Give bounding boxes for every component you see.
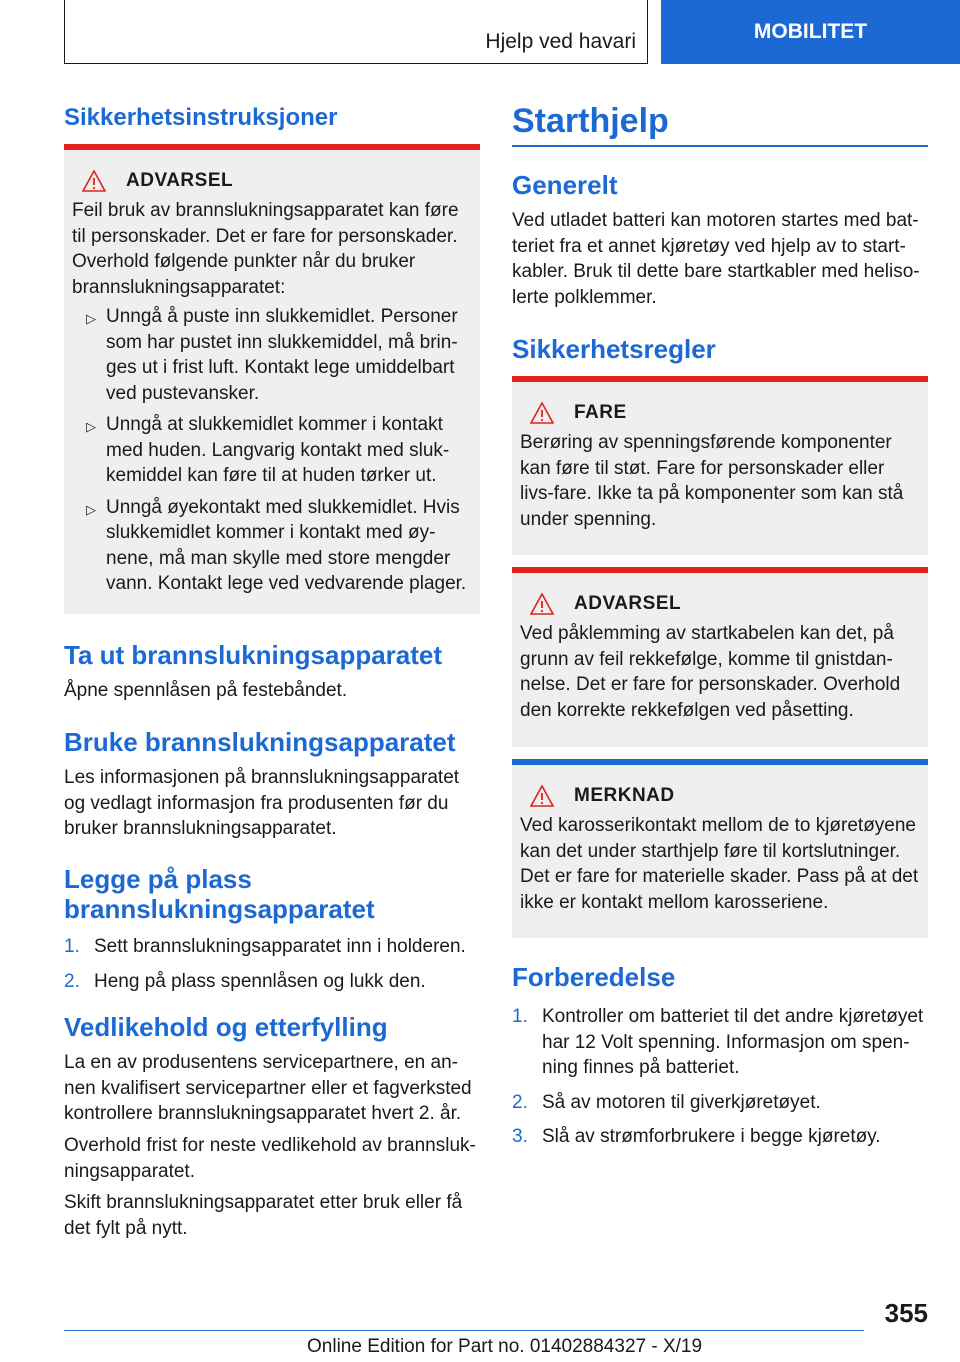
warning-bullet-list bbox=[72, 304, 472, 597]
warning-box-cables bbox=[512, 567, 928, 747]
warning-triangle-icon bbox=[82, 170, 106, 192]
step-item bbox=[512, 1090, 928, 1116]
danger-header bbox=[520, 402, 920, 424]
heading-line: Legge på plass bbox=[64, 864, 252, 894]
section-heading-take-out: Ta ut brannslukningsapparatet bbox=[64, 640, 443, 670]
warning-bar bbox=[512, 567, 928, 573]
title-underline bbox=[512, 145, 928, 147]
section-text-use: Les informasjonen på brannslukningsapparatet og vedlagt informasjon fra produsenten før du bruker brannslukningsapparatet. bbox=[64, 767, 460, 839]
warning-bar bbox=[64, 144, 480, 150]
warning-bullet-item bbox=[72, 412, 472, 489]
section-heading-replace bbox=[64, 864, 375, 924]
step-item bbox=[512, 1004, 928, 1081]
warning-triangle-icon bbox=[530, 785, 554, 807]
triangle-bullet-icon: ▷ bbox=[86, 501, 96, 517]
step-text: Heng på plass spennlåsen og lukk den. bbox=[94, 970, 426, 992]
maintenance-paragraph: Skift brannslukningsapparatet etter bruk eller få det fylt på nytt. bbox=[64, 1192, 463, 1239]
section-heading-maintenance: Vedlikehold og etterfylling bbox=[64, 1012, 388, 1042]
general-text: Ved utladet batteri kan motoren startes med bat-teriet fra et annet kjøretøy ved hjelp av to start-kabler. Bruk til dette bare startkabler med heliso-lerte polklemmer. bbox=[512, 210, 920, 308]
header-tab-mobilitet[interactable] bbox=[661, 0, 960, 64]
preparation-steps-list bbox=[512, 1004, 928, 1159]
replace-steps-list bbox=[64, 934, 480, 1003]
danger-box bbox=[512, 376, 928, 555]
warning-header bbox=[520, 593, 920, 615]
note-text: Ved karosserikontakt mellom de to kjøretøyene kan det under starthjelp føre til kortslutninger. Det er fare for materielle skader. Pass på at det ikke er kontakt mellom karosseriene. bbox=[520, 815, 919, 913]
step-number: 1. bbox=[64, 936, 80, 957]
step-item bbox=[64, 934, 480, 960]
step-item bbox=[64, 969, 480, 995]
danger-bar bbox=[512, 376, 928, 382]
warning-label: ADVARSEL bbox=[126, 170, 234, 191]
footer-edition-text: Online Edition for Part no. 01402884327 - X/19 bbox=[307, 1336, 703, 1357]
maintenance-paragraph: La en av produsentens servicepartnere, en an-nen kvalifisert servicepartner eller et fagverksted kontrollere brannslukningsapparatet hvert 2. år. bbox=[64, 1052, 472, 1124]
header-section-title: Hjelp ved havari bbox=[485, 30, 636, 53]
safety-instructions-title: Sikkerhetsinstruksjoner bbox=[64, 104, 338, 131]
starthjelp-title: Starthjelp bbox=[512, 102, 669, 140]
note-header bbox=[520, 785, 920, 807]
step-text: Så av motoren til giverkjøretøyet. bbox=[542, 1091, 821, 1113]
section-text-take-out: Åpne spennlåsen på festebåndet. bbox=[64, 680, 348, 701]
warning-box-extinguisher bbox=[64, 144, 480, 614]
step-number: 1. bbox=[512, 1006, 528, 1027]
footer-rule bbox=[64, 1330, 864, 1331]
warning-label: ADVARSEL bbox=[574, 593, 682, 614]
bullet-text: Unngå at slukkemidlet kommer i kontakt med huden. Langvarig kontakt med sluk-kemiddel kan føre til at huden tørker ut. bbox=[106, 414, 450, 486]
step-number: 3. bbox=[512, 1126, 528, 1147]
note-bar bbox=[512, 759, 928, 765]
step-number: 2. bbox=[64, 970, 80, 992]
note-box bbox=[512, 759, 928, 938]
warning-triangle-icon bbox=[530, 593, 554, 615]
step-text: Slå av strømforbrukere i begge kjøretøy. bbox=[542, 1126, 881, 1147]
maintenance-paragraph: Overhold frist for neste vedlikehold av brannsluk-ningsapparatet. bbox=[64, 1135, 476, 1182]
danger-text: Berøring av spenningsførende komponenter kan føre til støt. Fare for personskader eller livs-fare. Ikke ta på komponenter som kan stå under spenning. bbox=[520, 432, 904, 530]
step-text: Sett brannslukningsapparatet inn i holderen. bbox=[94, 936, 466, 957]
step-item bbox=[512, 1124, 928, 1150]
warning-bullet-item bbox=[72, 304, 472, 406]
triangle-bullet-icon: ▷ bbox=[86, 419, 96, 434]
page-number: 355 bbox=[884, 1298, 928, 1328]
danger-label: FARE bbox=[574, 402, 627, 423]
bullet-text: Unngå øyekontakt med slukkemidlet. Hvis slukkemidlet kommer i kontakt med øy-nene, må man skylle med store mengder vann. Kontakt lege ved vedvarende plager. bbox=[106, 496, 467, 594]
warning-triangle-icon bbox=[530, 402, 554, 424]
header-tab-label: MOBILITET bbox=[753, 20, 868, 43]
warning-header bbox=[72, 170, 472, 192]
note-label: MERKNAD bbox=[574, 785, 675, 806]
section-heading-general: Generelt bbox=[512, 170, 618, 200]
warning-text: Ved påklemming av startkabelen kan det, på grunn av feil rekkefølge, komme til gnistdan-nelse. Det er fare for personskader. Overhold den korrekte rekkefølgen ved påsetting. bbox=[520, 623, 901, 721]
step-text: Kontroller om batteriet til det andre kjøretøyet har 12 Volt spenning. Informasjon om spen-ning finnes på batteriet. bbox=[542, 1006, 924, 1078]
bullet-text: Unngå å puste inn slukkemidlet. Personer som har pustet inn slukkemiddel, må brin-ges ut i frist luft. Kontakt lege umiddelbart ved pustevansker. bbox=[106, 306, 458, 404]
section-heading-preparation: Forberedelse bbox=[512, 962, 676, 992]
warning-text: Feil bruk av brannslukningsapparatet kan føre til personskader. Det er fare for personskader. Overhold følgende punkter når du bruker brannslukningsapparatet: bbox=[72, 200, 459, 298]
step-number: 2. bbox=[512, 1091, 528, 1113]
section-heading-safety-rules: Sikkerhetsregler bbox=[512, 334, 716, 364]
warning-bullet-item bbox=[72, 495, 472, 597]
heading-line: brannslukningsapparatet bbox=[64, 894, 375, 924]
triangle-bullet-icon: ▷ bbox=[86, 311, 96, 326]
section-heading-use: Bruke brannslukningsapparatet bbox=[64, 727, 456, 757]
